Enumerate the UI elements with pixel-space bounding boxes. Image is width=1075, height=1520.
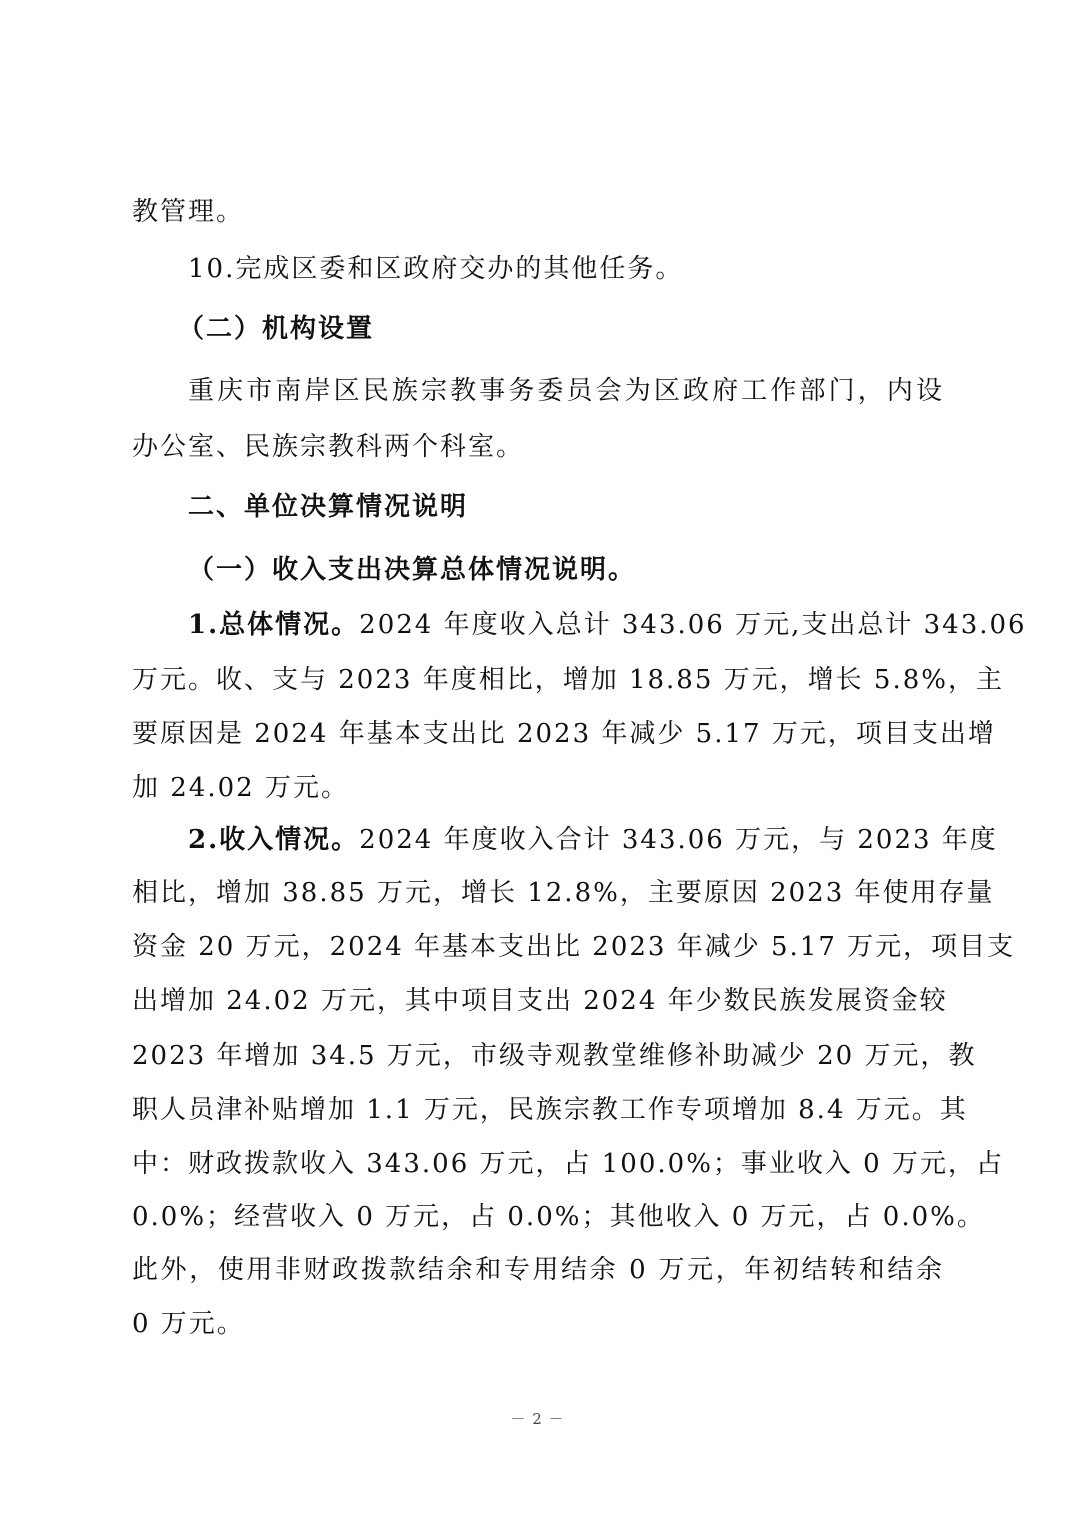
subsection-heading-income-expense: （一）收入支出决算总体情况说明。 [188, 555, 637, 585]
text-line: 万元。收、支与 2023 年度相比，增加 18.85 万元，增长 5.8%，主 [132, 665, 1004, 695]
page-number: － 2 － [510, 1410, 565, 1428]
list-item-10: 10.完成区委和区政府交办的其他任务。 [188, 254, 684, 284]
section-heading-org-setup: （二）机构设置 [178, 314, 375, 344]
text-line: 资金 20 万元，2024 年基本支出比 2023 年减少 5.17 万元，项目支 [132, 932, 1016, 962]
text-line: 重庆市南岸区民族宗教事务委员会为区政府工作部门，内设 [188, 376, 944, 406]
text-span: 2024 年度收入合计 343.06 万元，与 2023 年度 [359, 825, 998, 855]
label-income: 2.收入情况。 [188, 825, 360, 855]
text-line: 职人员津补贴增加 1.1 万元，民族宗教工作专项增加 8.4 万元。其 [132, 1095, 968, 1125]
text-line: 办公室、民族宗教科两个科室。 [132, 432, 525, 462]
section-heading-final-accounts: 二、单位决算情况说明 [188, 492, 469, 522]
text-line: 中：财政拨款收入 343.06 万元，占 100.0%；事业收入 0 万元，占 [132, 1149, 1004, 1179]
text-line: 加 24.02 万元。 [132, 773, 349, 803]
text-line: 教管理。 [132, 197, 245, 227]
text-line: 相比，增加 38.85 万元，增长 12.8%，主要原因 2023 年使用存量 [132, 878, 995, 908]
text-span: 2024 年度收入总计 343.06 万元,支出总计 343.06 [359, 610, 1027, 640]
label-overall: 1.总体情况。 [188, 610, 360, 640]
paragraph-income-first-line [188, 823, 998, 857]
text-line: 出增加 24.02 万元，其中项目支出 2024 年少数民族发展资金较 [132, 986, 948, 1016]
text-line: 此外，使用非财政拨款结余和专用结余 0 万元，年初结转和结余 [132, 1255, 944, 1285]
text-line: 要原因是 2024 年基本支出比 2023 年减少 5.17 万元，项目支出增 [132, 719, 996, 749]
paragraph-overall-first-line [188, 608, 1027, 642]
text-line: 2023 年增加 34.5 万元，市级寺观教堂维修补助减少 20 万元，教 [132, 1041, 977, 1071]
text-line: 0 万元。 [132, 1309, 245, 1339]
text-line: 0.0%；经营收入 0 万元，占 0.0%；其他收入 0 万元，占 0.0%。 [132, 1202, 985, 1232]
